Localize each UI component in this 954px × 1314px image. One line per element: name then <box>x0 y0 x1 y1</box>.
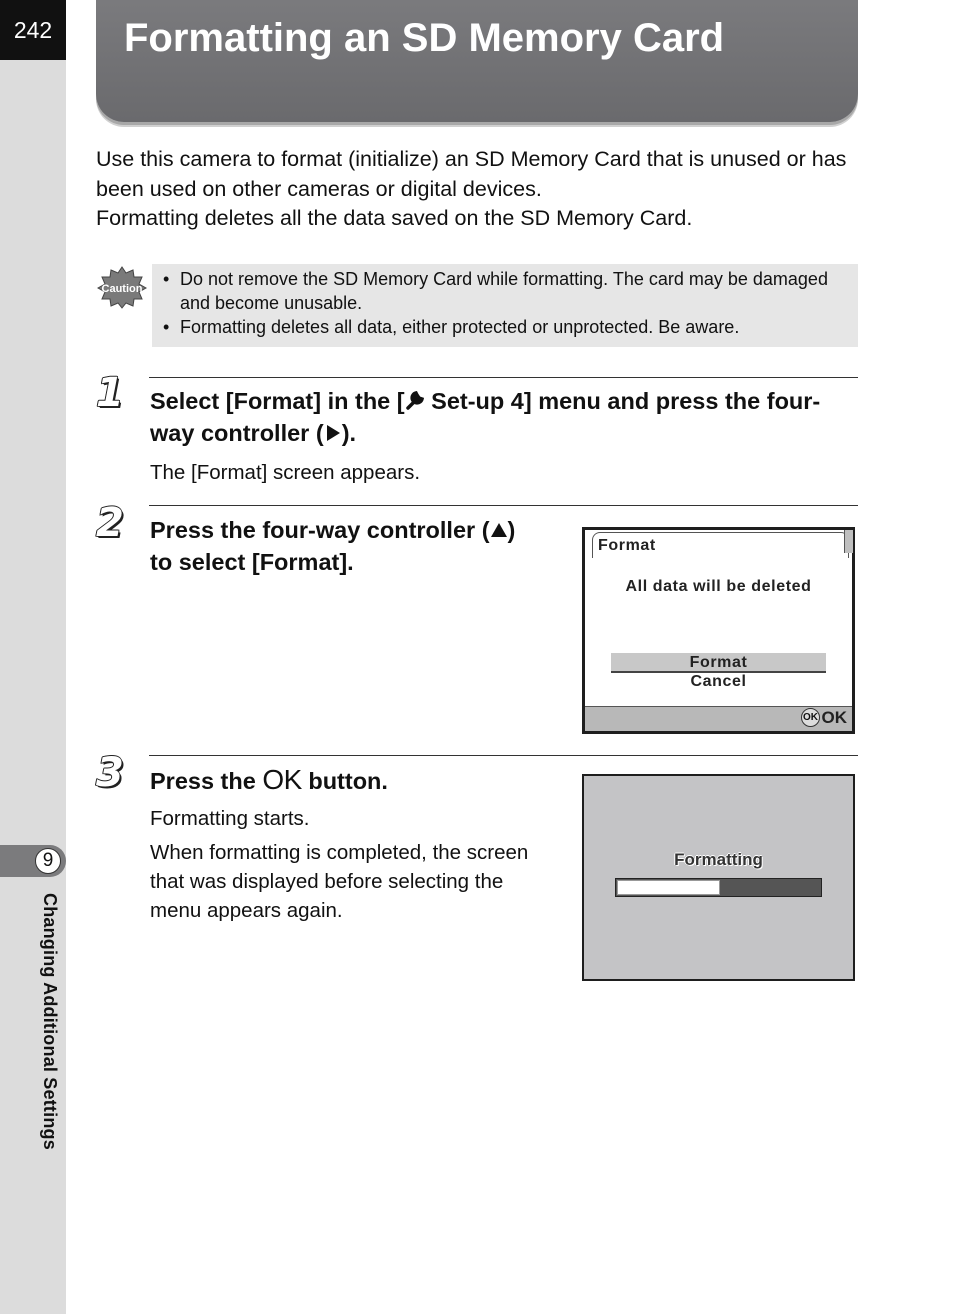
formatting-label: Formatting <box>674 850 763 869</box>
progress-fill <box>617 880 720 895</box>
format-screen <box>582 527 855 734</box>
step-number: 3 <box>96 750 124 796</box>
step-divider <box>149 377 858 378</box>
chapter-label: Changing Additional Settings <box>40 893 60 1150</box>
step-divider <box>149 505 858 506</box>
step-heading: Press the four-way controller ( ) to select [Format]. <box>150 517 516 575</box>
ok-button-icon: OK <box>801 708 820 727</box>
caution-item: • Formatting deletes all data, either protected or unprotected. Be aware. <box>163 317 740 337</box>
screen-message: All data will be deleted <box>625 578 812 595</box>
step-divider <box>149 755 858 756</box>
arrow-right-icon <box>324 424 342 442</box>
progress-bar <box>615 878 822 897</box>
step-heading: Press the OK button. <box>150 764 388 795</box>
svg-text:Caution: Caution <box>101 283 143 295</box>
wrench-icon <box>405 389 425 411</box>
arrow-up-icon <box>490 521 508 539</box>
option-format[interactable]: Format <box>611 653 826 673</box>
formatting-screen <box>582 774 855 981</box>
screen-footer <box>585 706 852 731</box>
ok-symbol: OK <box>262 764 302 795</box>
intro-line: Formatting deletes all the data saved on the SD Memory Card. <box>96 206 693 230</box>
caution-icon <box>97 265 147 309</box>
step-number: 2 <box>96 500 124 546</box>
caution-box <box>152 264 858 347</box>
page-number: 242 <box>0 0 66 60</box>
caution-item: • Do not remove the SD Memory Card while formatting. The card may be damaged and become unusable. <box>163 269 828 313</box>
step-body: Formatting starts. When formatting is completed, the screen that was displayed before selecting the menu appears again. <box>150 807 529 922</box>
intro-paragraph <box>96 145 866 234</box>
step-number: 1 <box>96 370 124 416</box>
screen-title: Format <box>598 537 656 554</box>
page-title: Formatting an SD Memory Card <box>124 16 725 60</box>
intro-line: Use this camera to format (initialize) an SD Memory Card that is unused or has been used on other cameras or digital devices. <box>96 147 847 201</box>
step-body: The [Format] screen appears. <box>150 461 421 484</box>
option-cancel[interactable]: Cancel <box>690 673 747 690</box>
ok-label: OK <box>821 708 847 727</box>
tab-edge <box>844 530 853 553</box>
step-heading: Select [Format] in the [ Set-up 4] menu and press the four-way controller ( ). <box>150 388 821 446</box>
chapter-number: 9 <box>35 848 61 874</box>
